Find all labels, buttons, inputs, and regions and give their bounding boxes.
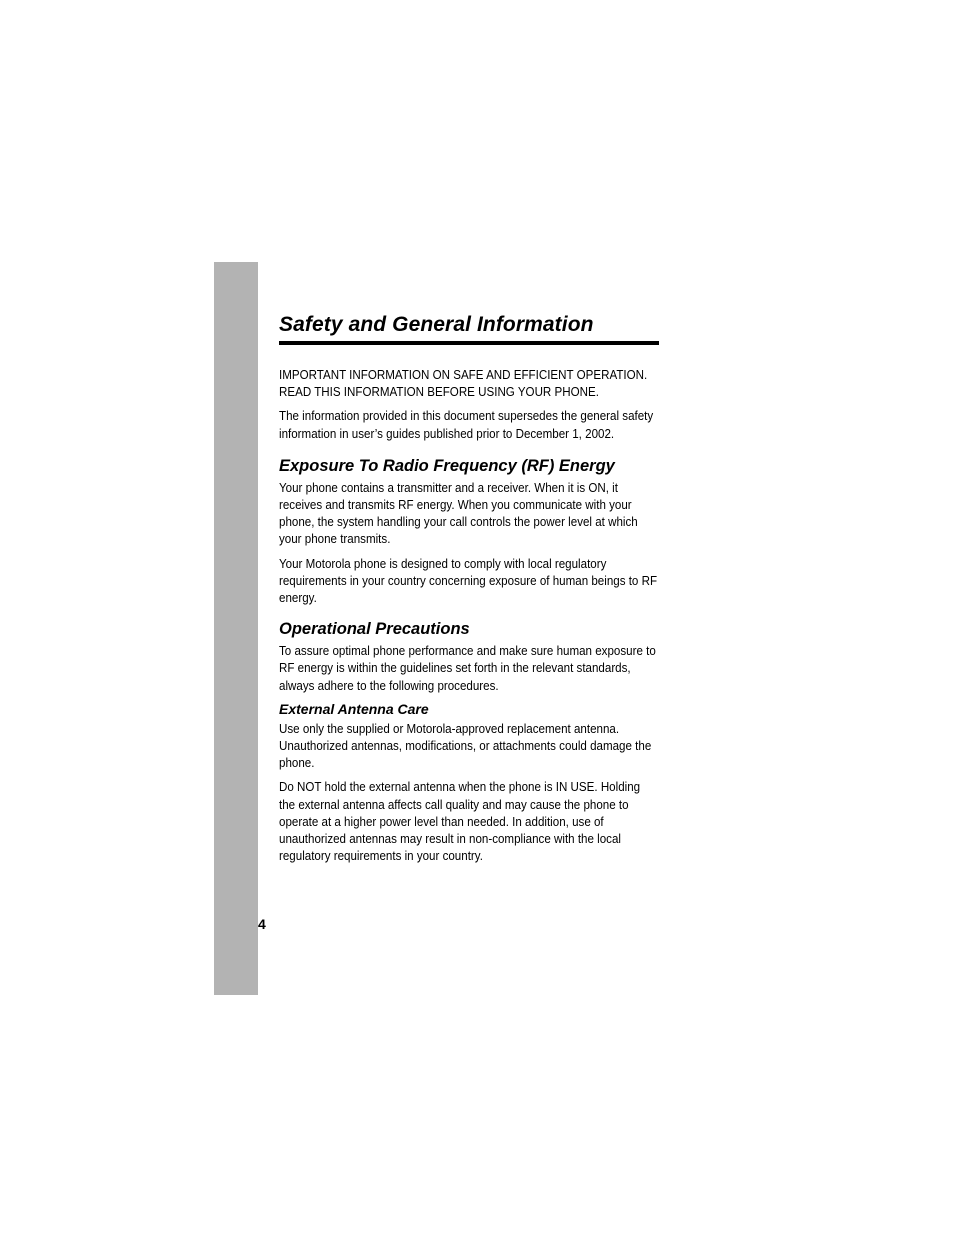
text-line: always adhere to the following procedures. <box>279 678 499 693</box>
text-line: Your Motorola phone is designed to comply with local regulatory <box>279 556 607 571</box>
text-line: RF energy is within the guidelines set forth in the relevant standards, <box>279 661 631 676</box>
text-line: Your phone contains a transmitter and a receiver. When it is ON, it <box>279 480 618 495</box>
antenna-paragraph-1 <box>279 721 656 773</box>
text-line: your phone transmits. <box>279 532 391 547</box>
text-line: Unauthorized antennas, modifications, or attachments could damage the <box>279 739 652 754</box>
text-line: receives and transmits RF energy. When you communicate with your <box>279 498 632 513</box>
page-title: Safety and General Information <box>279 310 659 345</box>
important-notice <box>279 367 656 401</box>
text-line: IMPORTANT INFORMATION ON SAFE AND EFFICIENT OPERATION. <box>279 368 648 382</box>
text-line: regulatory requirements in your country. <box>279 849 483 864</box>
text-line: energy. <box>279 591 317 606</box>
gray-side-tab <box>214 262 258 995</box>
rf-exposure-heading: Exposure To Radio Frequency (RF) Energy <box>279 456 615 475</box>
text-line: phone. <box>279 756 315 771</box>
text-line: Do NOT hold the external antenna when the phone is IN USE. Holding <box>279 780 641 795</box>
text-line: Use only the supplied or Motorola-approved replacement antenna. <box>279 721 620 736</box>
text-line: the external antenna affects call quality and may cause the phone to <box>279 797 629 812</box>
rf-paragraph-2 <box>279 556 656 608</box>
text-line: requirements in your country concerning exposure of human beings to RF <box>279 573 658 588</box>
text-line: phone, the system handling your call controls the power level at which <box>279 515 638 530</box>
page-content <box>279 310 659 865</box>
text-line: operate at a higher power level than needed. In addition, use of <box>279 814 604 829</box>
supersede-notice <box>279 408 656 442</box>
page-number: 4 <box>258 916 266 932</box>
text-line: To assure optimal phone performance and make sure human exposure to <box>279 644 656 659</box>
precautions-paragraph <box>279 643 656 695</box>
rf-paragraph-1 <box>279 480 656 549</box>
operational-precautions-heading: Operational Precautions <box>279 620 470 639</box>
external-antenna-care-heading: External Antenna Care <box>279 700 429 717</box>
text-line: information in user’s guides published prior to December 1, 2002. <box>279 426 615 441</box>
text-line: READ THIS INFORMATION BEFORE USING YOUR PHONE. <box>279 385 599 400</box>
antenna-paragraph-2 <box>279 779 656 865</box>
text-line: unauthorized antennas may result in non-compliance with the local <box>279 832 621 847</box>
text-line: The information provided in this document supersedes the general safety <box>279 409 654 424</box>
